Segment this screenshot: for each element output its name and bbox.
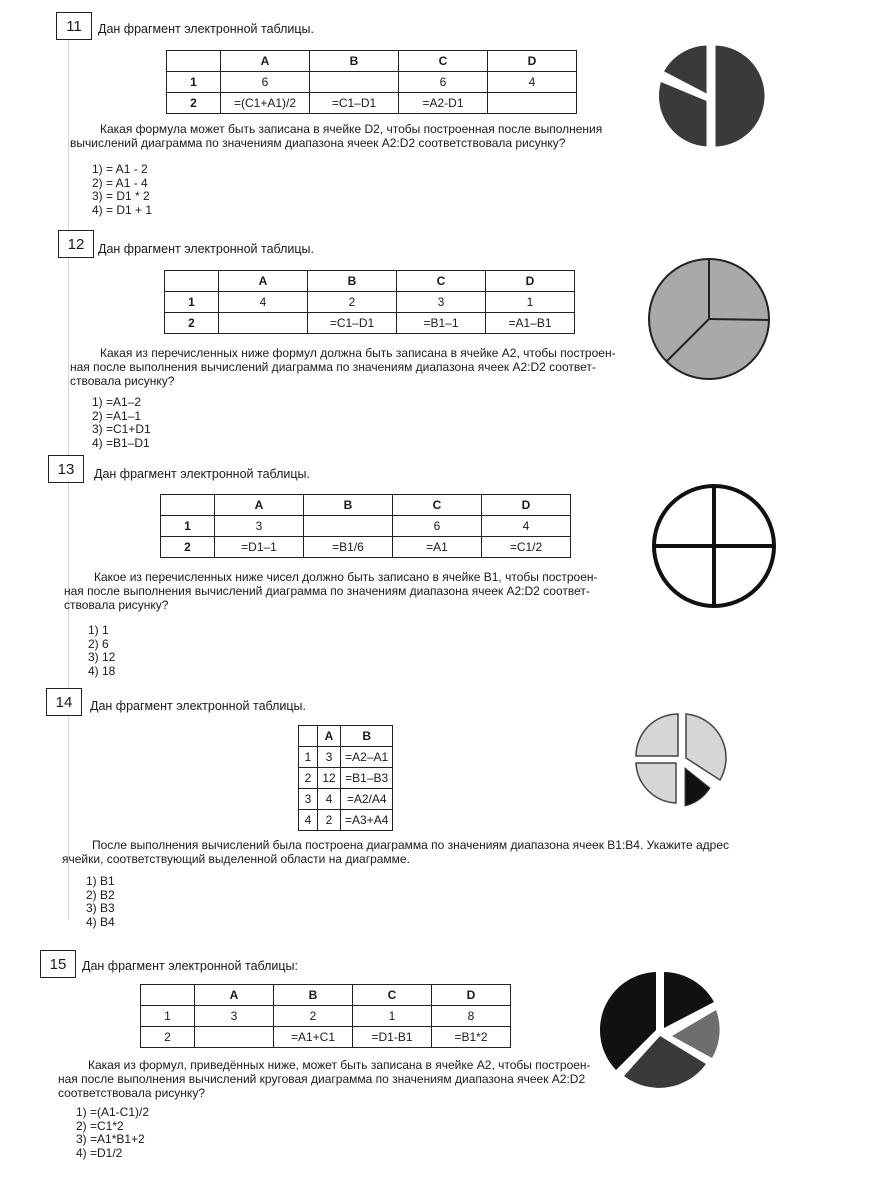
question-line: ствовала рисунку? [70, 374, 175, 388]
task-intro: Дан фрагмент электронной таблицы. [98, 22, 315, 36]
table-cell: 12 [318, 768, 341, 789]
table-cell: =A1 [393, 537, 482, 558]
header-cell: A [318, 726, 341, 747]
answer-option: 3) 12 [88, 650, 116, 664]
answer-options [86, 875, 115, 929]
header-cell [299, 726, 318, 747]
task-question [70, 346, 650, 388]
task-number: 11 [56, 12, 92, 40]
answer-option: 1) =(A1-C1)/2 [76, 1105, 150, 1119]
answer-option: 1) =A1–2 [92, 395, 142, 409]
header-cell: B [310, 51, 399, 72]
pie-chart-14 [628, 706, 738, 816]
table-cell: =A2-D1 [399, 93, 488, 114]
table-cell: 6 [399, 72, 488, 93]
table-cell: 2 [274, 1006, 353, 1027]
table-cell: 3 [215, 516, 304, 537]
table-cell: 4 [318, 789, 341, 810]
table-cell: =C1–D1 [308, 313, 397, 334]
pie-slice [714, 44, 766, 148]
spreadsheet-table [160, 494, 571, 558]
header-cell [161, 495, 215, 516]
task-number: 13 [48, 455, 84, 483]
table-cell: =D1–1 [215, 537, 304, 558]
header-cell: B [341, 726, 393, 747]
task-question [64, 570, 644, 612]
task-number: 14 [46, 688, 82, 716]
table-cell: =(C1+A1)/2 [221, 93, 310, 114]
row-header: 2 [165, 313, 219, 334]
header-cell: B [274, 985, 353, 1006]
row-header: 1 [161, 516, 215, 537]
header-cell: A [221, 51, 310, 72]
question-line: ячейки, соответствующий выделенной области на диаграмме. [62, 852, 410, 866]
question-line: Какая из перечисленных ниже формул должна быть записана в ячейке A2, чтобы построен- [100, 346, 616, 360]
table-cell: =B1–1 [397, 313, 486, 334]
row-header: 1 [165, 292, 219, 313]
row-header: 4 [299, 810, 318, 831]
table-cell: 4 [219, 292, 308, 313]
answer-option: 1) 1 [88, 623, 109, 637]
answer-option: 3) =A1*B1+2 [76, 1132, 145, 1146]
table-cell: 3 [195, 1006, 274, 1027]
question-line: вычислений диаграмма по значениям диапазона ячеек A2:D2 соответствовала рисунку? [70, 136, 566, 150]
table-cell [488, 93, 577, 114]
answer-option: 4) = D1 + 1 [92, 202, 153, 217]
table-cell: 3 [318, 747, 341, 768]
question-line: Какое из перечисленных ниже чисел должно быть записано в ячейке B1, чтобы построен- [94, 570, 598, 584]
table-cell: =A3+A4 [341, 810, 393, 831]
pie-slice [686, 714, 726, 780]
task-intro: Дан фрагмент электронной таблицы. [98, 242, 315, 256]
task-question [70, 122, 650, 150]
table-cell: =B1*2 [432, 1027, 511, 1048]
table-cell: =A1+C1 [274, 1027, 353, 1048]
table-cell: 2 [308, 292, 397, 313]
question-line: ная после выполнения вычислений круговая диаграмма по значениям диапазона ячеек A2:D2 [58, 1072, 586, 1086]
answer-option: 4) B4 [86, 914, 115, 929]
task-number: 15 [40, 950, 76, 978]
header-cell: D [432, 985, 511, 1006]
table-cell [195, 1027, 274, 1048]
table-cell: 4 [488, 72, 577, 93]
header-cell: D [486, 271, 575, 292]
pie-slice [636, 714, 678, 756]
header-cell [141, 985, 195, 1006]
question-line: После выполнения вычислений была построена диаграмма по значениям диапазона ячеек B1:B4. Укажите адрес [92, 838, 730, 852]
header-cell: D [482, 495, 571, 516]
answer-option: 2) =C1*2 [76, 1118, 124, 1133]
row-header: 2 [141, 1027, 195, 1048]
spreadsheet-table [166, 50, 577, 114]
header-cell: C [353, 985, 432, 1006]
row-header: 1 [167, 72, 221, 93]
table-cell: =B1/6 [304, 537, 393, 558]
table-cell: =A1–B1 [486, 313, 575, 334]
task-intro: Дан фрагмент электронной таблицы: [82, 959, 299, 973]
table-cell: =C1/2 [482, 537, 571, 558]
table-cell: 2 [318, 810, 341, 831]
pie-chart-15 [596, 966, 726, 1096]
answer-option: 2) =A1–1 [92, 408, 142, 423]
table-cell [304, 516, 393, 537]
question-line: ствовала рисунку? [64, 598, 169, 612]
header-cell: A [219, 271, 308, 292]
answer-option: 3) B3 [86, 901, 115, 915]
row-header: 3 [299, 789, 318, 810]
header-cell: B [304, 495, 393, 516]
task-intro: Дан фрагмент электронной таблицы. [90, 699, 307, 713]
table-cell: 1 [353, 1006, 432, 1027]
header-cell: D [488, 51, 577, 72]
task-question [62, 838, 742, 866]
question-line: Какая формула может быть записана в ячейке D2, чтобы построенная после выполнения [100, 122, 603, 136]
task-number: 12 [58, 230, 94, 258]
header-cell: C [399, 51, 488, 72]
answer-option: 1) B1 [86, 874, 115, 888]
table-cell: 6 [221, 72, 310, 93]
table-cell: 4 [482, 516, 571, 537]
answer-option: 2) B2 [86, 887, 115, 902]
header-cell [167, 51, 221, 72]
pie-slice-highlighted [685, 768, 710, 806]
pie-chart-11 [650, 36, 770, 156]
pie-slice [636, 763, 676, 803]
answer-option: 4) =B1–D1 [92, 435, 150, 450]
table-cell: =A2–A1 [341, 747, 393, 768]
table-cell: =C1–D1 [310, 93, 399, 114]
spreadsheet-table [164, 270, 575, 334]
table-cell [310, 72, 399, 93]
row-header: 2 [161, 537, 215, 558]
table-cell: 8 [432, 1006, 511, 1027]
row-header: 2 [167, 93, 221, 114]
answer-options [92, 163, 152, 217]
task-intro: Дан фрагмент электронной таблицы. [94, 467, 311, 481]
header-cell: C [393, 495, 482, 516]
header-cell: C [397, 271, 486, 292]
row-header: 2 [299, 768, 318, 789]
question-line: Какая из формул, приведённых ниже, может быть записана в ячейке A2, чтобы построен- [88, 1058, 591, 1072]
table-cell: =A2/A4 [341, 789, 393, 810]
header-cell: A [215, 495, 304, 516]
table-cell: =D1-B1 [353, 1027, 432, 1048]
question-line: ная после выполнения вычислений диаграмма по значениям диапазона ячеек A2:D2 соответ- [70, 360, 596, 374]
table-cell: 1 [486, 292, 575, 313]
answer-option: 2) = A1 - 4 [92, 175, 148, 190]
pie-chart-12 [644, 254, 774, 384]
header-cell: A [195, 985, 274, 1006]
header-cell: B [308, 271, 397, 292]
pie-divider [709, 319, 769, 320]
pie-chart-13 [650, 482, 778, 610]
spreadsheet-table [298, 725, 393, 831]
answer-option: 4) =D1/2 [76, 1145, 123, 1160]
answer-option: 2) 6 [88, 636, 109, 651]
table-cell: 6 [393, 516, 482, 537]
row-header: 1 [299, 747, 318, 768]
header-cell [165, 271, 219, 292]
answer-options [92, 396, 151, 450]
task-question [58, 1058, 638, 1100]
answer-options [88, 624, 115, 678]
question-line: ная после выполнения вычислений диаграмма по значениям диапазона ячеек A2:D2 соответ- [64, 584, 590, 598]
spreadsheet-table [140, 984, 511, 1048]
row-header: 1 [141, 1006, 195, 1027]
answer-options [76, 1106, 149, 1160]
table-cell [219, 313, 308, 334]
answer-option: 3) = D1 * 2 [92, 189, 150, 203]
answer-option: 4) 18 [88, 663, 116, 678]
table-cell: =B1–B3 [341, 768, 393, 789]
question-line: соответствовала рисунку? [58, 1086, 205, 1100]
answer-option: 1) = A1 - 2 [92, 162, 148, 176]
answer-option: 3) =C1+D1 [92, 422, 151, 436]
table-cell: 3 [397, 292, 486, 313]
